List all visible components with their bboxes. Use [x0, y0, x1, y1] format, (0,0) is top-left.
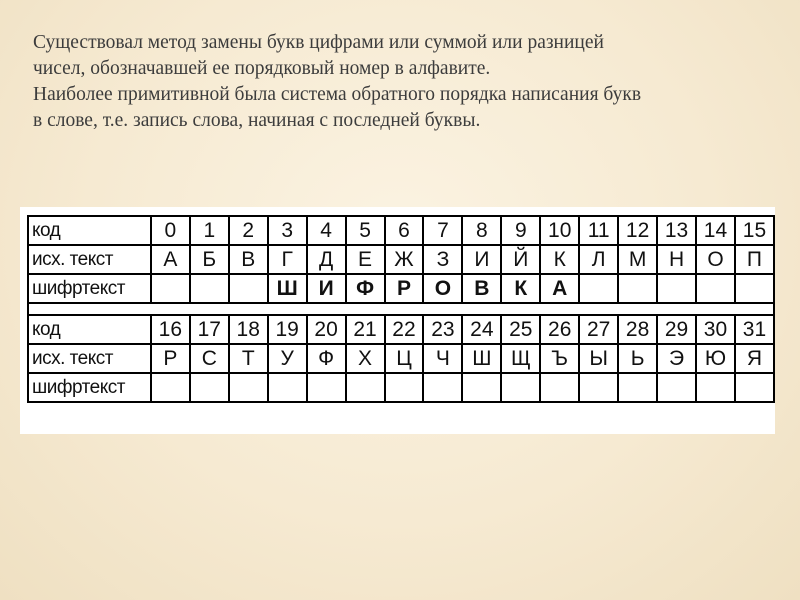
source-cell: С	[190, 344, 229, 373]
source-cell: М	[618, 245, 657, 274]
cipher-table-body	[28, 216, 774, 402]
intro-line-4: в слове, т.е. запись слова, начиная с последней буквы.	[33, 110, 481, 131]
cipher-cell	[735, 274, 774, 303]
code-label: код	[28, 315, 151, 344]
source-cell: Ц	[385, 344, 424, 373]
cipher-cell: В	[462, 274, 501, 303]
code-row-2	[28, 315, 774, 344]
code-cell: 9	[501, 216, 540, 245]
intro-line-2: чисел, обозначавшей ее порядковый номер в алфавите.	[33, 58, 491, 79]
cipher-cell	[696, 274, 735, 303]
cipher-cell	[657, 274, 696, 303]
code-cell: 14	[696, 216, 735, 245]
code-cell: 15	[735, 216, 774, 245]
source-cell: Ф	[307, 344, 346, 373]
source-cell: Т	[229, 344, 268, 373]
cipher-cell: Ш	[268, 274, 307, 303]
source-cell: Б	[190, 245, 229, 274]
cipher-cell	[657, 373, 696, 402]
code-cell: 21	[346, 315, 385, 344]
code-cell: 31	[735, 315, 774, 344]
source-cell: Ж	[385, 245, 424, 274]
source-label: исх. текст	[28, 344, 151, 373]
code-cell: 2	[229, 216, 268, 245]
intro-text	[33, 30, 773, 134]
cipher-cell	[462, 373, 501, 402]
code-cell: 3	[268, 216, 307, 245]
source-cell: Ь	[618, 344, 657, 373]
source-cell: А	[151, 245, 190, 274]
code-cell: 25	[501, 315, 540, 344]
source-cell: Ч	[423, 344, 462, 373]
cipher-cell	[540, 373, 579, 402]
source-cell: Х	[346, 344, 385, 373]
code-cell: 30	[696, 315, 735, 344]
cipher-row-2	[28, 373, 774, 402]
source-cell: Е	[346, 245, 385, 274]
code-cell: 13	[657, 216, 696, 245]
source-cell: Н	[657, 245, 696, 274]
code-cell: 22	[385, 315, 424, 344]
cipher-cell	[190, 373, 229, 402]
code-cell: 20	[307, 315, 346, 344]
cipher-cell	[423, 373, 462, 402]
cipher-cell	[151, 274, 190, 303]
code-cell: 27	[579, 315, 618, 344]
cipher-table	[27, 215, 775, 403]
source-row-2	[28, 344, 774, 373]
code-cell: 6	[385, 216, 424, 245]
cipher-row-1	[28, 274, 774, 303]
cipher-cell	[696, 373, 735, 402]
cipher-label: шифртекст	[28, 274, 151, 303]
source-cell: Ы	[579, 344, 618, 373]
cipher-cell	[735, 373, 774, 402]
code-cell: 17	[190, 315, 229, 344]
source-row-1	[28, 245, 774, 274]
cipher-cell: И	[307, 274, 346, 303]
table-gap-row	[28, 303, 774, 315]
source-cell: З	[423, 245, 462, 274]
cipher-cell	[618, 373, 657, 402]
code-cell: 4	[307, 216, 346, 245]
cipher-cell	[307, 373, 346, 402]
source-cell: Э	[657, 344, 696, 373]
code-cell: 16	[151, 315, 190, 344]
code-cell: 18	[229, 315, 268, 344]
source-cell: Г	[268, 245, 307, 274]
code-cell: 7	[423, 216, 462, 245]
code-label: код	[28, 216, 151, 245]
code-row-1	[28, 216, 774, 245]
cipher-label: шифртекст	[28, 373, 151, 402]
cipher-cell: Ф	[346, 274, 385, 303]
code-cell: 19	[268, 315, 307, 344]
code-cell: 0	[151, 216, 190, 245]
source-cell: В	[229, 245, 268, 274]
cipher-cell	[151, 373, 190, 402]
cipher-cell	[229, 274, 268, 303]
code-cell: 26	[540, 315, 579, 344]
cipher-cell	[579, 274, 618, 303]
cipher-cell: О	[423, 274, 462, 303]
intro-line-3: Наиболее примитивной была система обратного порядка написания букв	[33, 84, 642, 105]
code-cell: 29	[657, 315, 696, 344]
code-cell: 1	[190, 216, 229, 245]
source-cell: Й	[501, 245, 540, 274]
source-cell: И	[462, 245, 501, 274]
source-cell: Щ	[501, 344, 540, 373]
cipher-cell	[618, 274, 657, 303]
source-cell: Л	[579, 245, 618, 274]
source-cell: Р	[151, 344, 190, 373]
source-cell: У	[268, 344, 307, 373]
code-cell: 8	[462, 216, 501, 245]
code-cell: 5	[346, 216, 385, 245]
source-cell: Д	[307, 245, 346, 274]
source-cell: Ъ	[540, 344, 579, 373]
cipher-cell	[579, 373, 618, 402]
code-cell: 11	[579, 216, 618, 245]
code-cell: 24	[462, 315, 501, 344]
cipher-cell	[346, 373, 385, 402]
code-cell: 12	[618, 216, 657, 245]
cipher-cell: Р	[385, 274, 424, 303]
code-cell: 28	[618, 315, 657, 344]
cipher-table-panel	[20, 207, 775, 434]
source-cell: Ю	[696, 344, 735, 373]
source-cell: Ш	[462, 344, 501, 373]
table-gap-cell	[28, 303, 774, 315]
code-cell: 10	[540, 216, 579, 245]
source-cell: О	[696, 245, 735, 274]
cipher-cell: А	[540, 274, 579, 303]
source-cell: Я	[735, 344, 774, 373]
cipher-cell	[190, 274, 229, 303]
source-cell: П	[735, 245, 774, 274]
intro-line-1: Существовал метод замены букв цифрами или суммой или разницей	[33, 32, 604, 53]
source-label: исх. текст	[28, 245, 151, 274]
cipher-cell	[385, 373, 424, 402]
code-cell: 23	[423, 315, 462, 344]
cipher-cell: К	[501, 274, 540, 303]
cipher-cell	[229, 373, 268, 402]
source-cell: К	[540, 245, 579, 274]
cipher-cell	[268, 373, 307, 402]
cipher-cell	[501, 373, 540, 402]
